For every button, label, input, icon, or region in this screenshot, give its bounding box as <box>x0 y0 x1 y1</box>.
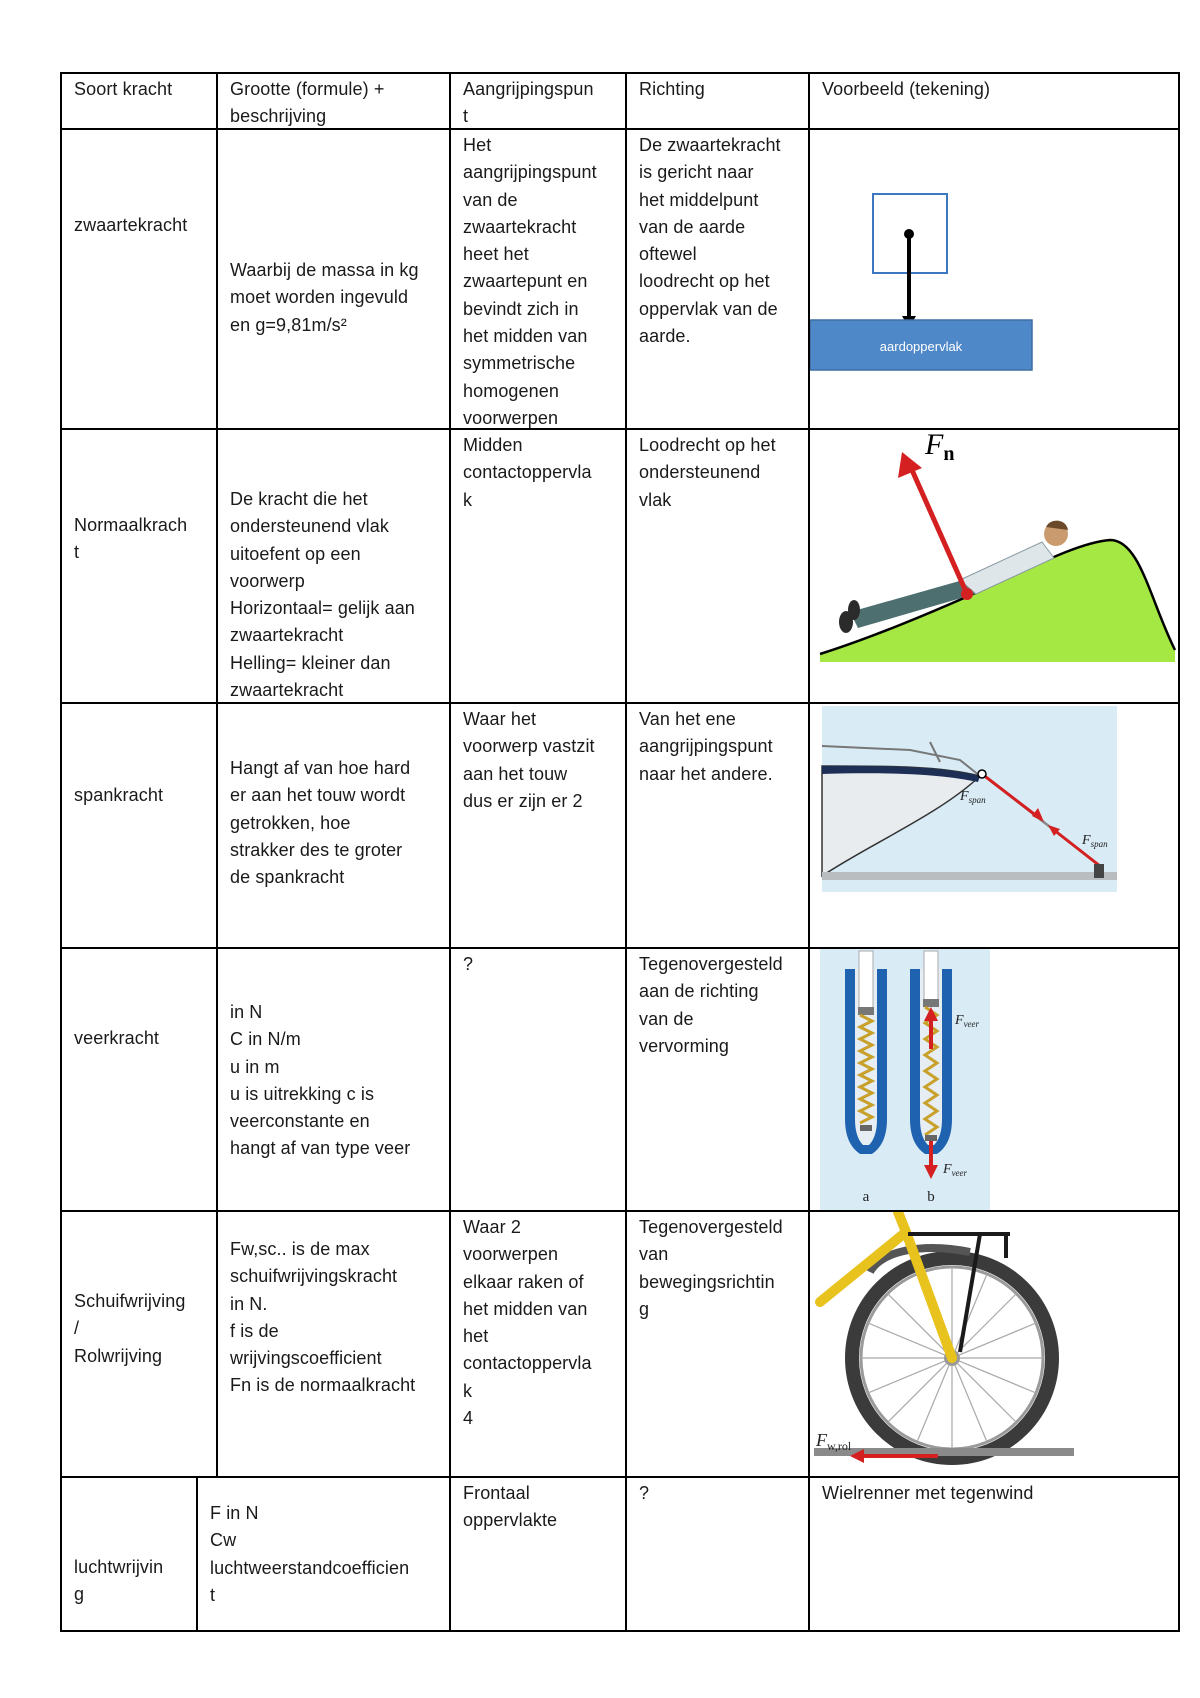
row-wrijving-soort: Schuifwrijving / Rolwrijving <box>74 1291 186 1366</box>
row-normaalkracht-grootte: De kracht die het ondersteunend vlak uitoefent op een voorwerp Horizontaal= gelijk aan zwaartekracht Helling= kleiner dan zwaartekracht <box>230 489 415 701</box>
normal-force-diagram <box>810 430 1178 702</box>
row-zwaartekracht-richting: De zwaartekracht is gericht naar het middelpunt van de aarde oftewel loodrecht op het oppervlak van de aarde. <box>639 135 781 347</box>
row-wrijving-grootte: Fw,sc.. is de max schuifwrijvingskracht in N. f is de wrijvingscoefficient Fn is de normaalkracht <box>230 1239 416 1396</box>
svg-text:Fspan: $F_{span}$ <box>960 789 986 805</box>
row-normaalkracht-aangrijpingspunt: Midden contactoppervla k <box>463 435 592 510</box>
row-wrijving-aangrijpingspunt: Waar 2 voorwerpen elkaar raken of het midden van het contactoppervla k 4 <box>463 1217 592 1429</box>
row-luchtwrijving-soort: luchtwrijvin g <box>74 1557 164 1605</box>
contact-point-dot <box>961 588 973 600</box>
row-luchtwrijving-voorbeeld: Wielrenner met tegenwind <box>822 1483 1034 1503</box>
svg-text:b: b <box>927 1189 935 1205</box>
svg-text:Fveer: $F_{veer}$ <box>943 1162 968 1178</box>
row-veerkracht-aangrijpingspunt: ? <box>463 954 474 974</box>
forces-table <box>60 72 1180 1632</box>
svg-text:Fveer: $F_{veer}$ <box>955 1013 980 1029</box>
header-richting: Richting <box>639 79 705 99</box>
header-soort-kracht: Soort kracht <box>74 79 173 99</box>
spring-diagram <box>810 949 1178 1210</box>
svg-text:Fn: $F_n$ <box>925 430 955 465</box>
row-spankracht-richting: Van het ene aangrijpingspunt naar het andere. <box>639 709 773 784</box>
row-luchtwrijving-richting: ? <box>639 1483 650 1503</box>
svg-text:Fw,rol: $F_{w,rol}$ <box>816 1430 852 1453</box>
spring-tube-b <box>910 951 952 1154</box>
row-luchtwrijving-grootte: F in N Cw luchtweerstandcoefficien t <box>210 1503 410 1605</box>
bollard-icon <box>1094 864 1104 878</box>
normal-force-arrow <box>912 470 967 594</box>
row-zwaartekracht-grootte: Waarbij de massa in kg moet worden ingevuld en g=9,81m/s² <box>230 260 419 335</box>
bicycle-friction-diagram <box>810 1212 1178 1476</box>
row-luchtwrijving-aangrijpingspunt: Frontaal oppervlakte <box>463 1483 558 1531</box>
hill <box>820 540 1175 662</box>
spring-tube-a <box>845 951 887 1154</box>
row-normaalkracht-richting: Loodrecht op het ondersteunend vlak <box>639 435 776 510</box>
row-spankracht-grootte: Hangt af van hoe hard er aan het touw wordt getrokken, hoe strakker des te groter de spankracht <box>230 758 411 888</box>
gravity-diagram <box>810 130 1178 428</box>
row-wrijving-richting: Tegenovergesteld van bewegingsrichtin g <box>639 1217 783 1319</box>
tension-diagram <box>810 704 1178 947</box>
header-grootte: Grootte (formule) + beschrijving <box>230 79 385 127</box>
svg-text:a: a <box>862 1189 870 1205</box>
row-zwaartekracht-aangrijpingspunt: Het aangrijpingspunt van de zwaartekracht heet het zwaartepunt en bevindt zich in het midden van symmetrische homogenen voorwerpen <box>463 135 597 428</box>
row-veerkracht-richting: Tegenovergesteld aan de richting van de vervorming <box>639 954 783 1056</box>
row-zwaartekracht-soort: zwaartekracht <box>74 215 188 235</box>
row-spankracht-aangrijpingspunt: Waar het voorwerp vastzit aan het touw dus er zijn er 2 <box>463 709 595 811</box>
svg-text:Fspan: $F_{span}$ <box>1082 833 1108 849</box>
row-spankracht-soort: spankracht <box>74 785 164 805</box>
header-voorbeeld: Voorbeeld (tekening) <box>822 79 991 99</box>
ground-label: aardoppervlak <box>879 339 963 354</box>
header-aangrijpingspunt: Aangrijpingspun t <box>463 79 594 127</box>
row-veerkracht-soort: veerkracht <box>74 1028 160 1048</box>
row-veerkracht-grootte: in N C in N/m u in m u is uitrekking c is veerconstante en hangt af van type veer <box>230 1002 411 1159</box>
row-normaalkracht-soort: Normaalkrach t <box>74 515 188 563</box>
